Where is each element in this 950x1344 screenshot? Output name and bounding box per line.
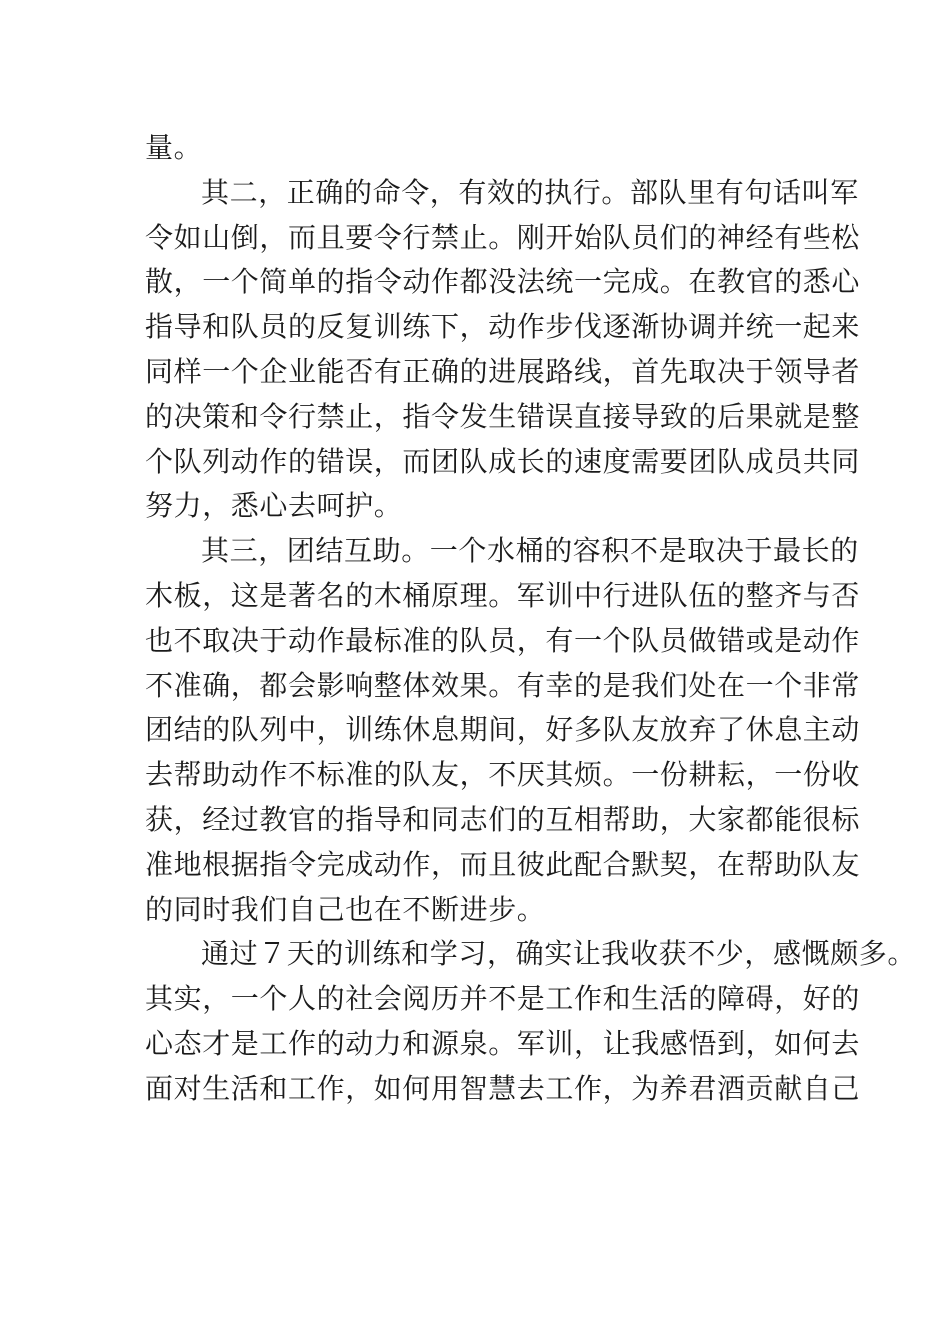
text-line: 团结的队列中，训练休息期间，好多队友放弃了休息主动	[145, 713, 861, 747]
text-line: 努力，悉心去呵护。	[145, 489, 403, 523]
text-line: 准地根据指令完成动作，而且彼此配合默契，在帮助队友	[145, 847, 861, 881]
text-line: 令如山倒，而且要令行禁止。刚开始队员们的神经有些松	[145, 220, 861, 254]
paragraph-start-line: 其三，团结互助。一个水桶的容积不是取决于最长的	[201, 534, 859, 568]
text-line: 的决策和令行禁止，指令发生错误直接导致的后果就是整	[145, 399, 861, 433]
text-line: 量。	[145, 131, 203, 164]
text-line: 不准确，都会影响整体效果。有幸的是我们处在一个非常	[145, 668, 861, 702]
text-line: 其实，一个人的社会阅历并不是工作和生活的障碍，好的	[145, 982, 861, 1016]
text-line: 面对生活和工作，如何用智慧去工作，为养君酒贡献自己	[145, 1071, 861, 1105]
text-line: 心态才是工作的动力和源泉。军训，让我感悟到，如何去	[145, 1026, 861, 1060]
text-line: 个队列动作的错误，而团队成长的速度需要团队成员共同	[145, 444, 861, 478]
text-line: 也不取决于动作最标准的队员，有一个队员做错或是动作	[145, 623, 861, 657]
paragraph-start-line: 其二，正确的命令，有效的执行。部队里有句话叫军	[201, 175, 859, 209]
paragraph-start-line: 通过７天的训练和学习，确实让我收获不少，感慨颇多。	[201, 937, 917, 971]
text-line: 指导和队员的反复训练下，动作步伐逐渐协调并统一起来	[145, 310, 861, 344]
text-line: 同样一个企业能否有正确的进展路线，首先取决于领导者	[145, 354, 861, 388]
text-line: 的同时我们自己也在不断进步。	[145, 892, 546, 926]
text-line: 散，一个简单的指令动作都没法统一完成。在教官的悉心	[145, 265, 861, 299]
text-line: 木板，这是著名的木桶原理。军训中行进队伍的整齐与否	[145, 578, 861, 612]
document-body	[145, 126, 917, 1112]
text-line: 获，经过教官的指导和同志们的互相帮助，大家都能很标	[145, 802, 861, 836]
text-line: 去帮助动作不标准的队友，不厌其烦。一份耕耘，一份收	[145, 758, 861, 792]
